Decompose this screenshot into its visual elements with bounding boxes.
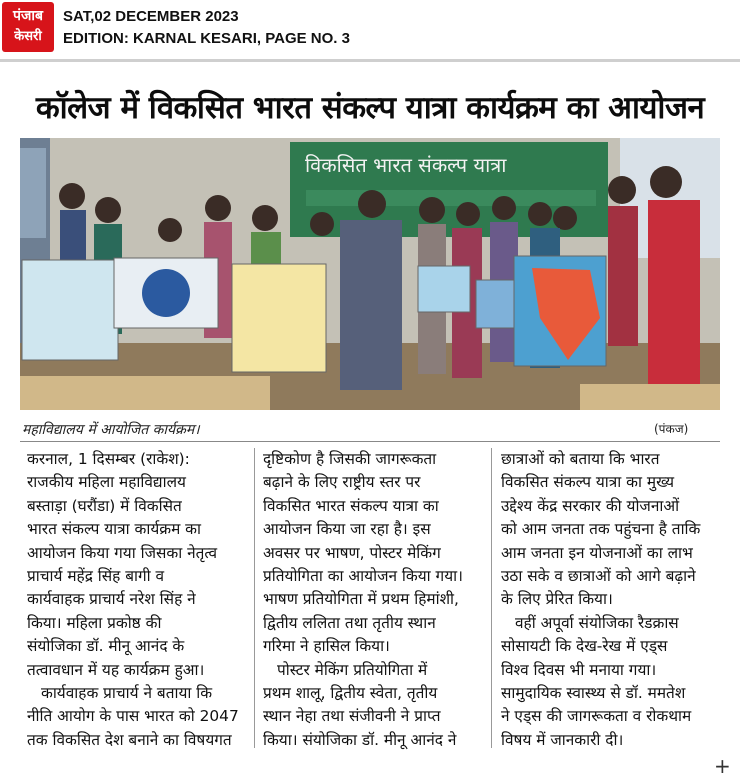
text-line: तत्वावधान में यह कार्यक्रम हुआ।: [27, 660, 205, 679]
text-line: पोस्टर मेकिंग प्रतियोगिता में: [277, 660, 428, 679]
text-line: स्थान नेहा तथा संजीवनी ने प्राप्त: [263, 707, 441, 726]
text-line: नीति आयोग के पास भारत को 2047: [27, 707, 239, 726]
text-line: प्रथम शालू, द्वितीय स्वेता, तृतीय: [263, 684, 438, 703]
event-photo: [20, 138, 720, 410]
text-line: के लिए प्रेरित किया।: [501, 590, 613, 609]
text-line: कार्यवाहक प्राचार्य ने बताया कि: [41, 684, 213, 703]
text-line: उद्देश्य केंद्र सरकार की योजनाओं: [501, 496, 680, 515]
text-line: गरिमा ने हासिल किया।: [263, 637, 390, 656]
text-line: किया। संयोजिका डॉ. मीनू आनंद ने: [263, 730, 457, 749]
text-line: आयोजन किया गया जिसका नेतृत्व: [27, 543, 218, 562]
text-line: विकसित संकल्प यात्रा का मुख्य: [501, 473, 674, 492]
event-photo-illustration: [20, 138, 720, 410]
article-column-1: [27, 448, 245, 752]
text-line: छात्राओं को बताया कि भारत: [501, 450, 660, 468]
text-line: विश्व दिवस भी मनाया गया।: [501, 660, 657, 679]
text-line: बस्ताड़ा (घरौंडा) में विकसित: [27, 496, 182, 515]
text-line: राजकीय महिला महाविद्यालय: [27, 473, 186, 492]
text-line: उठा सके व छात्राओं को आगे बढ़ाने: [501, 567, 696, 586]
text-line: कार्यवाहक प्राचार्य नरेश सिंह ने: [27, 590, 196, 609]
punjab-kesari-logo: [2, 2, 54, 52]
text-line: किया। महिला प्रकोष्ठ की: [27, 613, 162, 632]
text-line: ने एड्स की जागरूकता व रोकथाम: [501, 707, 692, 726]
text-line: द्वितीय ललिता तथा तृतीय स्थान: [263, 613, 436, 632]
text-line: अवसर पर भाषण, पोस्टर मेकिंग: [263, 543, 441, 562]
masthead: [0, 0, 740, 58]
photo-credit: (पंकज): [654, 422, 689, 436]
edition-info: [63, 6, 350, 50]
article-headline: कॉलेज में विकसित भारत संकल्प यात्रा कार्यक्रम का आयोजन: [35, 90, 705, 126]
text-line: प्रतियोगिता का आयोजन किया गया।: [263, 567, 463, 586]
text-line: भाषण प्रतियोगिता में प्रथम हिमांशी,: [263, 590, 459, 609]
board-banner-text: विकसित भारत संकल्प यात्रा: [305, 153, 507, 177]
text-line: आम जनता इन योजनाओं का लाभ: [501, 543, 693, 562]
text-line: सोसायटी कि देख-रेख में एड्स: [501, 637, 668, 656]
text-line: दृष्टिकोण है जिसकी जागरूकता: [263, 450, 437, 468]
header-divider: [0, 59, 740, 62]
text-line: बढ़ाने के लिए राष्ट्रीय स्तर पर: [263, 473, 421, 492]
logo-line-2: केसरी: [14, 29, 42, 44]
text-line: विषय में जानकारी दी।: [501, 730, 624, 749]
text-line: को आम जनता तक पहुंचना है ताकि: [501, 520, 701, 539]
article-column-2: [263, 448, 481, 752]
logo-line-1: पंजाब: [13, 8, 43, 24]
text-line: प्राचार्य महेंद्र सिंह बागी व: [27, 567, 165, 586]
text-line: आयोजन किया जा रहा है। इस: [263, 520, 431, 539]
text-line: विकसित भारत संकल्प यात्रा का: [263, 496, 439, 515]
text-line: तक विकसित देश बनाने का विषयगत: [27, 730, 232, 749]
text-line: संयोजिका डॉ. मीनू आनंद के: [27, 637, 185, 656]
photo-caption: महाविद्यालय में आयोजित कार्यक्रम।: [22, 422, 200, 438]
text-line: भारत संकल्प यात्रा कार्यक्रम का: [27, 520, 201, 539]
column-divider: [254, 448, 255, 748]
crosshair-icon: +: [714, 754, 731, 778]
text-line: वहीं अपूर्वा संयोजिका रैडक्रास: [515, 613, 679, 632]
text-line: सामुदायिक स्वास्थ्य से डॉ. ममतेश: [501, 684, 686, 703]
publication-date: SAT,02 DECEMBER 2023: [63, 8, 239, 25]
article-column-3: [501, 448, 719, 752]
column-divider: [491, 448, 492, 748]
edition-line: EDITION: KARNAL KESARI, PAGE NO. 3: [63, 30, 350, 47]
text-line: करनाल, 1 दिसम्बर (राकेश):: [27, 450, 190, 468]
caption-divider: [20, 441, 720, 442]
